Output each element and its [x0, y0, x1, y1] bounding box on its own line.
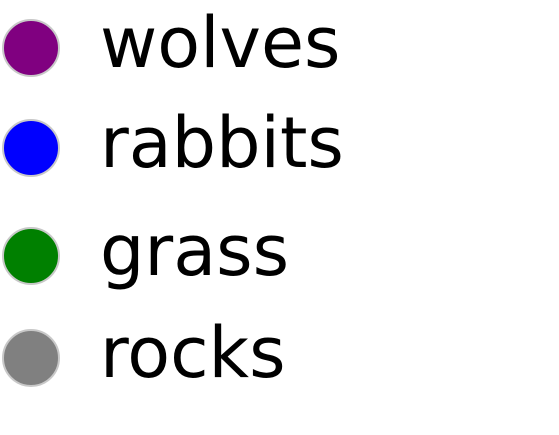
legend-label-rabbits: rabbits	[100, 102, 344, 184]
legend-label-wolves: wolves	[100, 2, 341, 84]
legend-label-rocks: rocks	[100, 312, 286, 394]
legend-swatch-wolves	[2, 19, 60, 77]
legend-item-rabbits	[0, 103, 559, 193]
legend-swatch-rabbits	[2, 119, 60, 177]
legend-item-wolves	[0, 3, 559, 93]
legend-item-grass	[0, 211, 559, 301]
legend-swatch-grass	[2, 227, 60, 285]
legend-label-grass: grass	[100, 210, 290, 292]
legend-swatch-rocks	[2, 329, 60, 387]
legend-item-rocks	[0, 313, 559, 403]
